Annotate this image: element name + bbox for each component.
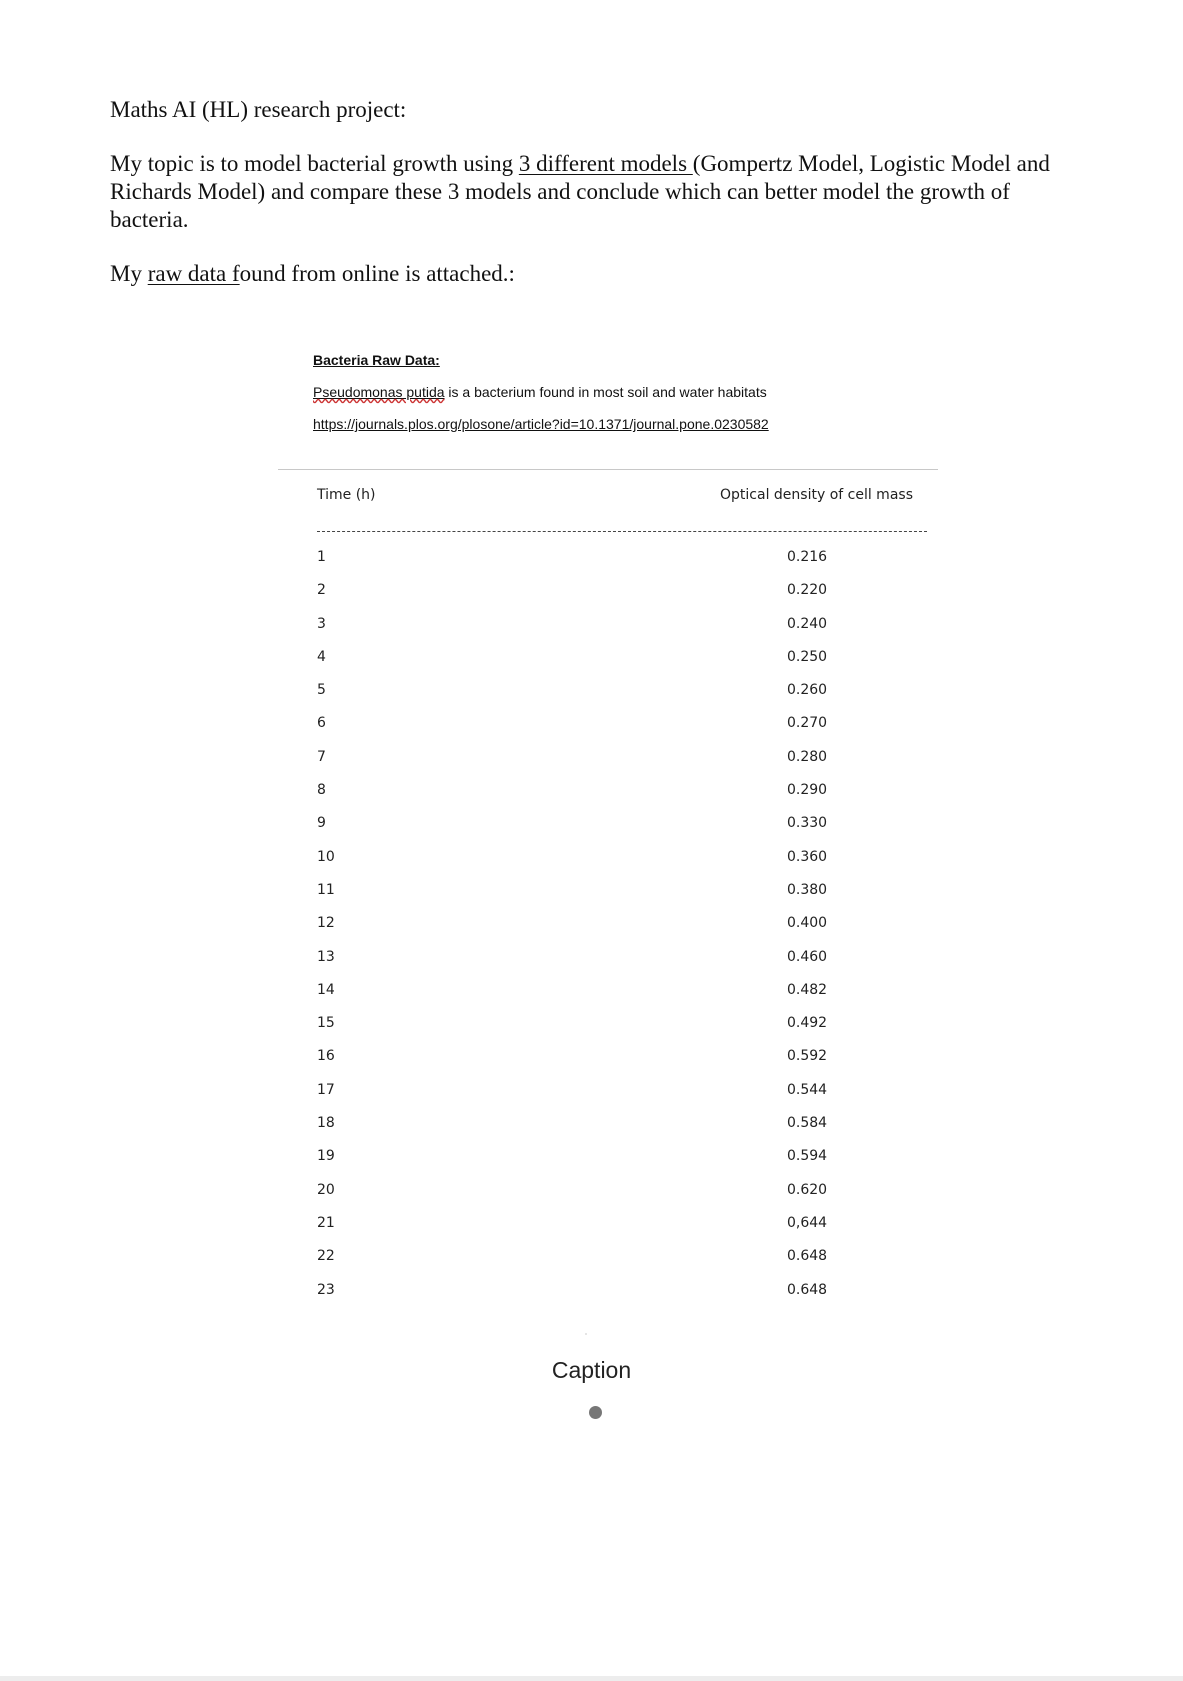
optical-density-cell: 0.360 <box>787 848 828 865</box>
time-cell: 6 <box>317 715 326 732</box>
table-header <box>317 487 927 517</box>
optical-density-cell: 0.220 <box>787 582 828 599</box>
time-cell: 2 <box>317 582 326 599</box>
table-row <box>317 1148 927 1181</box>
time-cell: 14 <box>317 981 335 998</box>
models-link[interactable]: 3 different models <box>518 151 693 176</box>
optical-density-cell: 0.280 <box>787 748 828 765</box>
time-cell: 23 <box>317 1281 335 1298</box>
optical-density-cell: 0.648 <box>787 1248 828 1265</box>
table-row <box>317 549 927 582</box>
optical-density-cell: 0.460 <box>787 948 828 965</box>
raw-data-link[interactable]: raw data f <box>147 261 240 286</box>
table-row <box>317 815 927 848</box>
topic-paragraph <box>110 150 1080 234</box>
optical-density-cell: 0.544 <box>787 1081 828 1098</box>
optical-density-cell: 0.400 <box>787 915 828 932</box>
table-row <box>317 1182 927 1215</box>
table-row <box>317 1082 927 1115</box>
optical-density-cell: 0.594 <box>787 1148 828 1165</box>
optical-density-cell: 0.250 <box>787 648 828 665</box>
optical-density-cell: 0.584 <box>787 1115 828 1132</box>
document-title: Maths AI (HL) research project: <box>110 97 407 122</box>
time-cell: 13 <box>317 948 335 965</box>
description-rest: is a bacterium found in most soil and water habitats <box>444 384 767 400</box>
optical-density-cell: 0.380 <box>787 881 828 898</box>
table-row <box>317 1248 927 1281</box>
table-row <box>317 982 927 1015</box>
optical-density-cell: 0.492 <box>787 1015 828 1032</box>
table-row <box>317 749 927 782</box>
table-row <box>317 782 927 815</box>
table-row <box>317 949 927 982</box>
optical-density-cell: 0.270 <box>787 715 828 732</box>
optical-density-cell: 0.290 <box>787 782 828 799</box>
figure-description <box>313 384 938 400</box>
optical-density-cell: 0,644 <box>787 1214 828 1231</box>
time-cell: 8 <box>317 782 326 799</box>
table-body <box>317 549 927 1315</box>
source-link[interactable]: https://journals.plos.org/plosone/article?id=10.1371/journal.pone.0230582 <box>313 416 769 432</box>
table-row <box>317 915 927 948</box>
table-row <box>317 616 927 649</box>
table-row <box>317 582 927 615</box>
species-name: Pseudomonas putida <box>313 384 445 400</box>
caption-drag-handle[interactable] <box>589 1406 602 1419</box>
time-cell: 7 <box>317 748 326 765</box>
table-row <box>317 715 927 748</box>
optical-density-cell: 0.260 <box>787 682 828 699</box>
optical-density-cell: 0.482 <box>787 981 828 998</box>
time-cell: 16 <box>317 1048 335 1065</box>
optical-density-cell: 0.592 <box>787 1048 828 1065</box>
table-row <box>317 1048 927 1081</box>
time-cell: 19 <box>317 1148 335 1165</box>
optical-density-cell: 0.240 <box>787 615 828 632</box>
table-row <box>317 649 927 682</box>
table-top-rule <box>278 469 938 470</box>
faint-dot <box>585 1333 587 1335</box>
figure-heading: Bacteria Raw Data: <box>313 352 440 368</box>
time-cell: 20 <box>317 1181 335 1198</box>
column-header-optical-density: Optical density of cell mass <box>720 487 913 503</box>
time-cell: 4 <box>317 648 326 665</box>
time-cell: 18 <box>317 1115 335 1132</box>
bottom-edge-bar <box>0 1676 1183 1681</box>
time-cell: 3 <box>317 615 326 632</box>
table-row <box>317 849 927 882</box>
table-row <box>317 1215 927 1248</box>
time-cell: 1 <box>317 549 326 565</box>
time-cell: 12 <box>317 915 335 932</box>
time-cell: 15 <box>317 1015 335 1032</box>
time-cell: 17 <box>317 1081 335 1098</box>
raw-data-text-start: My <box>110 261 148 286</box>
time-cell: 9 <box>317 815 326 832</box>
topic-text-start: My topic is to model bacterial growth using <box>110 151 519 176</box>
table-row <box>317 682 927 715</box>
table-row <box>317 1015 927 1048</box>
time-cell: 22 <box>317 1248 335 1265</box>
raw-data-text-end: ound from online is attached.: <box>239 261 515 286</box>
header-divider <box>317 531 927 532</box>
optical-density-cell: 0.648 <box>787 1281 828 1298</box>
time-cell: 5 <box>317 682 326 699</box>
table-row <box>317 1282 927 1315</box>
time-cell: 11 <box>317 881 335 898</box>
optical-density-cell: 0.330 <box>787 815 828 832</box>
table-row <box>317 882 927 915</box>
topic-text-end: (Gompertz Model, Logistic Model and Richards Model) and compare these 3 models and conclude which can better model the growth of bacteria. <box>110 151 1050 232</box>
optical-density-cell: 0.620 <box>787 1181 828 1198</box>
figure-header <box>313 352 938 432</box>
column-header-time: Time (h) <box>317 487 376 503</box>
document-body <box>110 96 1080 314</box>
optical-density-cell: 0.216 <box>787 549 828 565</box>
time-cell: 10 <box>317 848 335 865</box>
raw-data-table <box>317 487 927 1298</box>
table-row <box>317 1115 927 1148</box>
image-caption[interactable]: Caption <box>551 1357 632 1383</box>
time-cell: 21 <box>317 1214 335 1231</box>
raw-data-figure[interactable] <box>278 352 938 1298</box>
raw-data-paragraph <box>110 260 1080 288</box>
